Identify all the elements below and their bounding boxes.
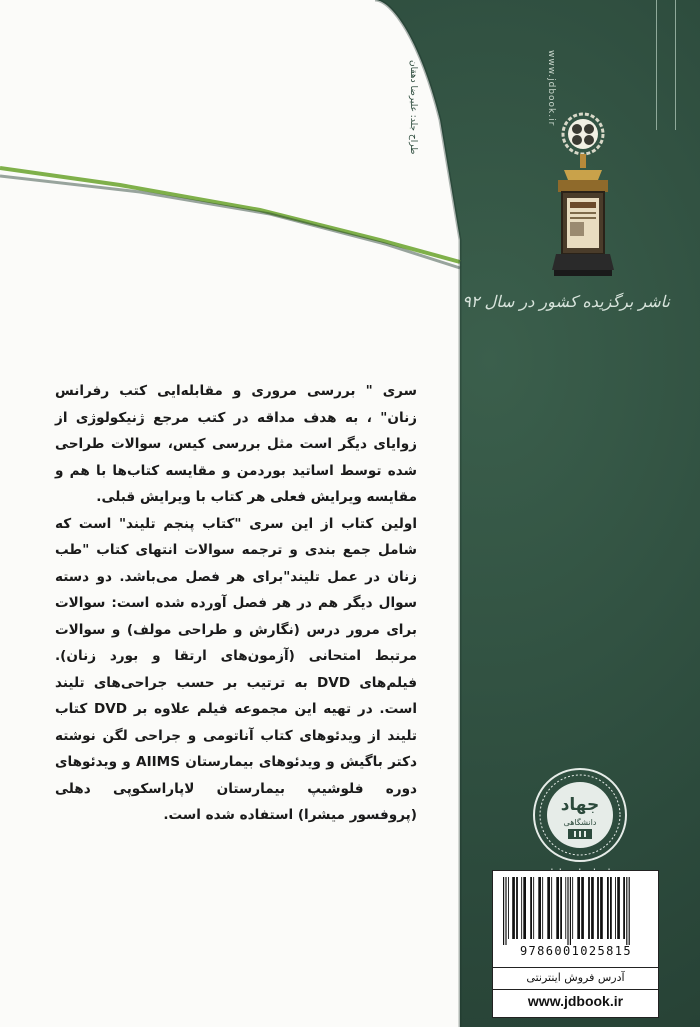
publisher-logo-sub: دانشگاهی	[563, 818, 597, 827]
award-trophy-icon	[548, 112, 618, 282]
online-shop-url[interactable]: www.jdbook.ir	[493, 989, 658, 1009]
publisher-logo-icon	[530, 765, 630, 865]
barcode-icon	[501, 877, 651, 945]
online-shop-label: آدرس فروش اینترنتی	[493, 967, 658, 984]
award-caption: ناشر برگزیده کشور در سال ۹۲	[462, 292, 670, 311]
book-description	[55, 378, 417, 829]
isbn-number: 9786001025815	[519, 944, 633, 958]
description-paragraph-1: سری " بررسی مروری و مقابله‌ایی کتب رفرانس زنان" ، به هدف مداقه در کتب مرجع ژنیکولوژی از زوایای دیگر است مثل بررسی کیس، سوالات طراحی شده توسط اساتید بوردمن و مقایسه کتاب‌ها با هم و مقایسه ویرایش فعلی هر کتاب با ویرایش قبلی.	[55, 383, 417, 505]
description-paragraph-2: اولین کتاب از این سری "کتاب پنجم تلیند" است که شامل جمع بندی و ترجمه سوالات انتهای کتاب "طب زنان در عمل تلیند"برای هر فصل می‌باشد. دو دسته سوال دیگر هم در هر فصل آورده شده است: سوالات برای مرور درس (نگارش و طراحی مولف) و سوالات مرتبط امتحانی (آزمون‌های ارتقا و بورد زنان). فیلم‌های DVD به ترتیب بر حسب جراحی‌های تلیند است. در تهیه این مجموعه فیلم علاوه بر DVD کتاب تلیند از ویدئوهای کتاب آناتومی و جراحی لگن نوشته دکتر باگیش و ویدئوهای بیمارستان AIIMS و ویدئوهای دوره فلوشیپ بیمارستان لاپاراسکوپی دهلی (پروفسور میشرا) استفاده شده است.	[55, 515, 418, 823]
side-website-text: www.jdbook.ir	[546, 50, 556, 127]
cover-designer-credit: طراح جلد: علیرضا دهقان	[408, 60, 418, 155]
barcode-box	[492, 870, 659, 1018]
decorative-strip	[654, 0, 678, 130]
publisher-logo-word: جهاد	[560, 795, 600, 815]
